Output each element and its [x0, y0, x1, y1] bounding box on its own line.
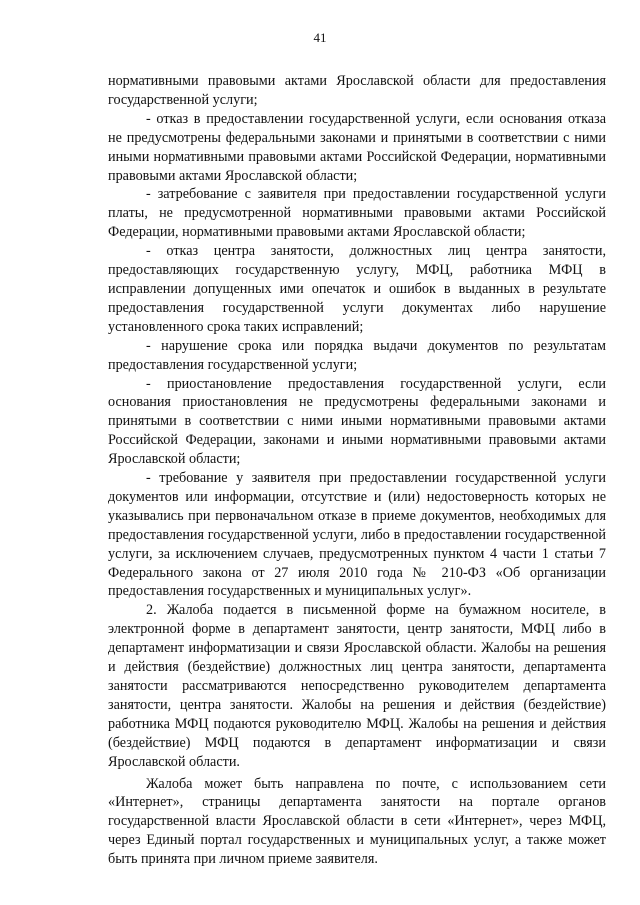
paragraph: - приостановление предоставления государственной услуги, если основания приостановления не предусмотрены федеральными законами и принятыми в соответствии с ними иными нормативными правовыми актами Российской Федерации, законами и иными нормативными правовыми актами Ярославской области;	[108, 375, 606, 468]
paragraph: - затребование с заявителя при предоставлении государственной услуги платы, не предусмотренной нормативными правовыми актами Российской Федерации, нормативными правовыми актами Ярославской области;	[108, 186, 606, 241]
paragraph: 2. Жалоба подается в письменной форме на бумажном носителе, в электронной форме в департамент занятости, центр занятости, МФЦ либо в департамент информатизации и связи Ярославской области. Жалобы на решения и действия (бездействие) должностных лиц центра занятости, департамента занятости рассматриваются непосредственно руководителем департамента занятости, центра занятости. Жалобы на решения и действия (бездействие) работника МФЦ подаются руководителю МФЦ. Жалобы на решения и действия (бездействие) МФЦ подаются в департамент информатизации и связи Ярославской области.	[108, 602, 606, 770]
document-body	[108, 72, 606, 869]
paragraph: - отказ центра занятости, должностных лиц центра занятости, предоставляющих государственную услугу, МФЦ, работника МФЦ в исправлении допущенных ими опечаток и ошибок в выданных в результате предоставления государственной услуги документах либо нарушение установленного срока таких исправлений;	[108, 243, 606, 335]
paragraph: - требование у заявителя при предоставлении государственной услуги документов или информации, отсутствие и (или) недостоверность которых не указывались при первоначальном отказе в приеме документов, необходимых для предоставления государственной услуги, либо в предоставлении государственной услуги, за исключением случаев, предусмотренных пунктом 4 части 1 статьи 7 Федерального закона от 27 июля 2010 года № 210-ФЗ «Об организации предоставления государственных и муниципальных услуг».	[108, 470, 606, 600]
paragraph: - отказ в предоставлении государственной услуги, если основания отказа не предусмотрены федеральными законами и принятыми в соответствии с ними иными нормативными правовыми актами Российской Федерации, нормативными правовыми актами Ярославской области;	[108, 110, 606, 184]
page-number: 41	[313, 30, 327, 45]
paragraph: нормативными правовыми актами Ярославской области для предоставления государственной услуги;	[108, 73, 606, 108]
paragraph: - нарушение срока или порядка выдачи документов по результатам предоставления государственной услуги;	[108, 337, 606, 373]
paragraph: Жалоба может быть направлена по почте, с использованием сети «Интернет», страницы департамента занятости на портале органов государственной власти Ярославской области в сети «Интернет», через МФЦ, через Единый портал государственных и муниципальных услуг, а также может быть принята при личном приеме заявителя.	[108, 775, 606, 868]
